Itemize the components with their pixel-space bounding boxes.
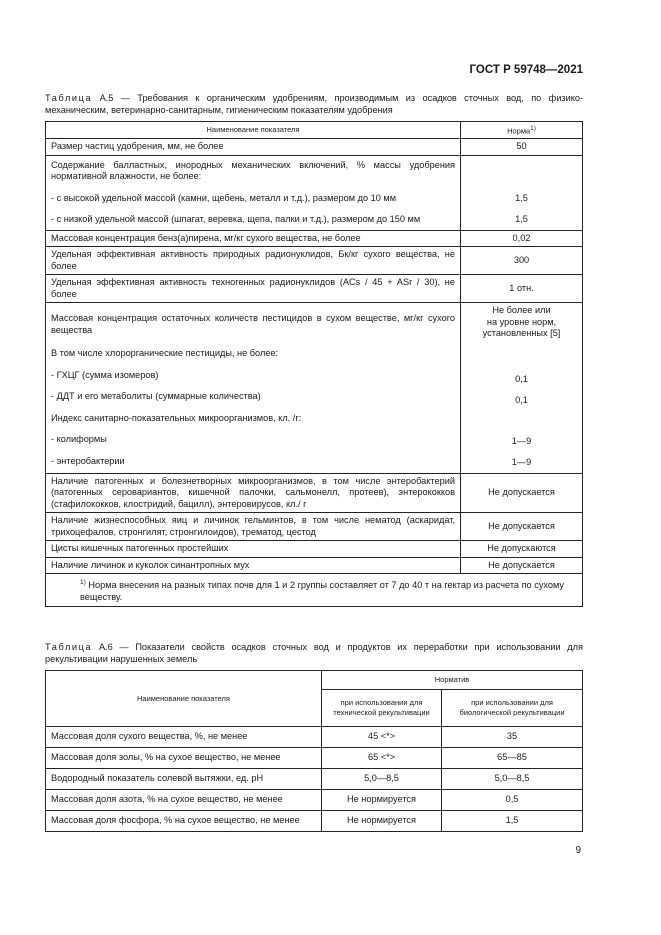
column-header-indicator: Наименование показателя xyxy=(46,671,322,727)
row-value-biological: 0,5 xyxy=(442,790,583,811)
row-name: Наличие патогенных и болезнетворных микроорганизмов, в том числе энтеробактерий (патогенных серовариантов, кишечной палочки, сальмонелл, протеев), энтерококков (стафилококков, клостридий, бацилл), энтеровирусов, кл./ г xyxy=(46,473,461,513)
row-name: Массовая доля сухого вещества, %, не менее xyxy=(46,727,322,748)
table-a5-caption xyxy=(45,92,583,116)
table-footnote-row xyxy=(46,574,583,607)
page-number: 9 xyxy=(575,845,581,856)
row-value-technical: 45 <*> xyxy=(322,727,442,748)
row-value: 50 xyxy=(461,139,583,156)
table-row xyxy=(46,541,583,558)
row-value: Не допускаются xyxy=(461,541,583,558)
table-a5-caption-label: Таблица xyxy=(45,93,93,103)
row-value-biological: 35 xyxy=(442,727,583,748)
table-a5 xyxy=(45,121,583,607)
row-value-biological: 1,5 xyxy=(442,811,583,832)
table-a6-caption-text: А.6 — Показатели свойств осадков сточных вод и продуктов их переработки при использовании для рекультивации нарушенных земель xyxy=(45,642,583,664)
table-footnote: $^{1)}$ Норма внесения на разных типах почв для 1 и 2 группы составляет от 7 до 40 т на гектар из расчета по сухому веществу. xyxy=(46,574,583,607)
column-group-header-normative: Норматив xyxy=(322,671,583,690)
row-value: 1 отн. xyxy=(461,275,583,303)
table-row xyxy=(46,473,583,513)
table-header-row xyxy=(46,122,583,139)
row-value: Не допускается xyxy=(461,557,583,574)
table-a6 xyxy=(45,670,583,832)
table-row xyxy=(46,557,583,574)
column-header-biological: при использовании для биологической рекультивации xyxy=(442,690,583,727)
table-row xyxy=(46,727,583,748)
row-value-technical: Не нормируется xyxy=(322,811,442,832)
table-a6-caption-label: Таблица xyxy=(45,642,93,652)
row-value: Не допускается xyxy=(461,473,583,513)
table-a6-caption xyxy=(45,641,583,665)
column-header-technical: при использовании для технической рекультивации xyxy=(322,690,442,727)
row-value-technical: 5,0—8,5 xyxy=(322,769,442,790)
row-name: Наличие личинок и куколок синантропных мух xyxy=(46,557,461,574)
standard-designation: ГОСТ Р 59748—2021 xyxy=(469,64,583,76)
row-name: Содержание балластных, инородных механических включений, % массы удобрения нормативной влажности, не более: - с высокой удельной массой (камни, щебень, металл и т.д.), размером до 10 мм - с низкой удельной массой (шпагат, веревка, щепа, палки и т.д.), размером до 150 мм xyxy=(46,155,461,230)
column-header-indicator: Наименование показателя xyxy=(46,122,461,139)
table-row xyxy=(46,748,583,769)
row-value-technical: 65 <*> xyxy=(322,748,442,769)
table-a5-caption-text: А.5 — Требования к органическим удобрениям, производимым из осадков сточных вод, по физико-механическим, ветеринарно-санитарным, гигиеническим показателям удобрения xyxy=(45,93,583,115)
row-value: Не допускается xyxy=(461,513,583,541)
row-name: Удельная эффективная активность техногенных радионуклидов (ACs / 45 + ASr / 30), не более xyxy=(46,275,461,303)
row-value: Не более или на уровне норм, установленных [5] 0,1 0,1 1—9 1—9 xyxy=(461,303,583,474)
row-name: Водородный показатель солевой вытяжки, ед. рН xyxy=(46,769,322,790)
row-name: Цисты кишечных патогенных простейших xyxy=(46,541,461,558)
row-name: Наличие жизнеспособных яиц и личинок гельминтов, в том числе нематод (аскаридат, трихоцефалов, стронгилят, стронгилоидов), трематод, цестод xyxy=(46,513,461,541)
table-row xyxy=(46,769,583,790)
table-row xyxy=(46,275,583,303)
row-value: 1,5 1,5 xyxy=(461,155,583,230)
table-row xyxy=(46,247,583,275)
row-name: Размер частиц удобрения, мм, не более xyxy=(46,139,461,156)
row-name: Массовая концентрация остаточных количеств пестицидов в сухом веществе, мг/кг сухого вещества В том числе хлорорганические пестициды, не более: - ГХЦГ (сумма изомеров) - ДДТ и его метаболиты (суммарные количества) Индекс санитарно-показательных микроорганизмов, кл. /г: - колиформы - энтеробактерии xyxy=(46,303,461,474)
table-row xyxy=(46,155,583,230)
row-name: Массовая доля фосфора, % на сухое вещество, не менее xyxy=(46,811,322,832)
row-name: Удельная эффективная активность природных радионуклидов, Бк/кг сухого вещества, не более xyxy=(46,247,461,275)
table-header-row xyxy=(46,671,583,690)
row-value-technical: Не нормируется xyxy=(322,790,442,811)
row-value-biological: 65—85 xyxy=(442,748,583,769)
table-row xyxy=(46,790,583,811)
table-row xyxy=(46,811,583,832)
row-name: Массовая доля золы, % на сухое вещество, не менее xyxy=(46,748,322,769)
table-row xyxy=(46,513,583,541)
row-name: Массовая концентрация бенз(а)пирена, мг/кг сухого вещества, не более xyxy=(46,230,461,247)
row-value: 300 xyxy=(461,247,583,275)
row-name: Массовая доля азота, % на сухое вещество, не менее xyxy=(46,790,322,811)
row-value: 0,02 xyxy=(461,230,583,247)
table-row xyxy=(46,303,583,474)
table-row xyxy=(46,230,583,247)
row-value-biological: 5,0—8,5 xyxy=(442,769,583,790)
table-row xyxy=(46,139,583,156)
column-header-norm: Норма$^{1)}$ xyxy=(461,122,583,139)
